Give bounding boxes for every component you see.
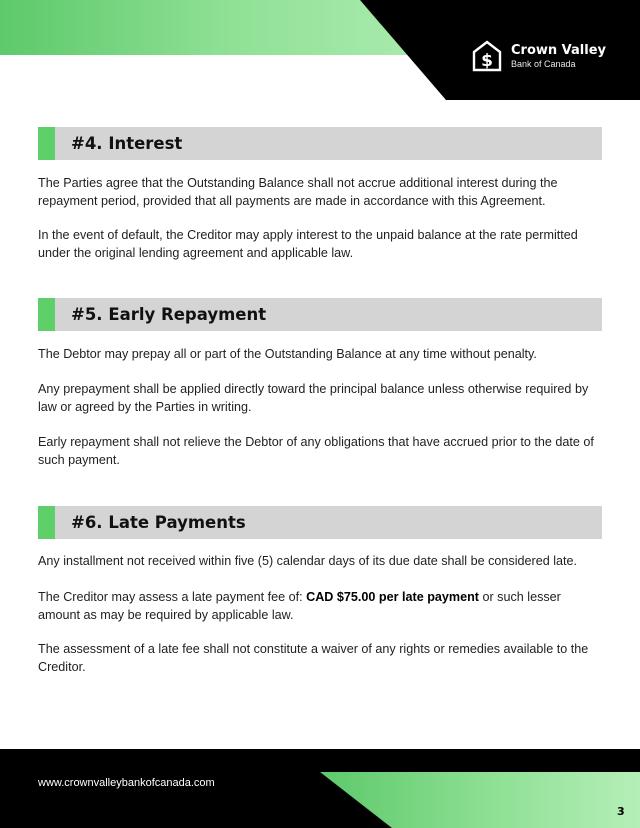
section-accent-bar (38, 298, 55, 331)
brand-name: Crown Valley (511, 42, 606, 58)
svg-text:$: $ (481, 51, 493, 71)
paragraph-late-fee (38, 588, 602, 624)
section-heading-interest (38, 127, 602, 160)
section-accent-bar (38, 506, 55, 539)
section-heading-late-payments (38, 506, 602, 539)
dollar-house-icon (472, 40, 502, 72)
brand-text (511, 44, 606, 69)
paragraph: Early repayment shall not relieve the Debtor of any obligations that have accrued prior to the date of such payment. (38, 435, 594, 467)
paragraph: In the event of default, the Creditor may apply interest to the unpaid balance at the rate permitted under the original lending agreement and applicable law. (38, 228, 578, 260)
section-title: #4. Interest (71, 134, 183, 153)
header-green-band (0, 0, 410, 55)
section-title: #6. Late Payments (71, 513, 246, 532)
brand-subtitle: Bank of Canada (511, 58, 576, 69)
late-fee-text-after: or such lesser amount as may be required by applicable law. (38, 590, 561, 622)
late-fee-text-before: The Creditor may assess a late payment fee of: (38, 590, 307, 604)
section-accent-bar (38, 127, 55, 160)
paragraph: Any prepayment shall be applied directly toward the principal balance unless otherwise required by law or agreed by the Parties in writing. (38, 382, 589, 414)
paragraph: The assessment of a late fee shall not constitute a waiver of any rights or remedies available to the Creditor. (38, 642, 589, 674)
paragraph: The Parties agree that the Outstanding Balance shall not accrue additional interest during the repayment period, provided that all payments are made in accordance with this Agreement. (38, 176, 558, 208)
section-heading-early-repayment (38, 298, 602, 331)
brand-logo (472, 40, 606, 72)
section-title: #5. Early Repayment (71, 305, 267, 324)
footer-website-link[interactable]: www.crownvalleybankofcanada.com (38, 777, 215, 789)
paragraph: The Debtor may prepay all or part of the Outstanding Balance at any time without penalty. (38, 347, 537, 361)
page-number: 3 (617, 805, 625, 818)
late-fee-amount: CAD $75.00 per late payment (306, 590, 479, 604)
paragraph: Any installment not received within five (5) calendar days of its due date shall be considered late. (38, 554, 578, 568)
